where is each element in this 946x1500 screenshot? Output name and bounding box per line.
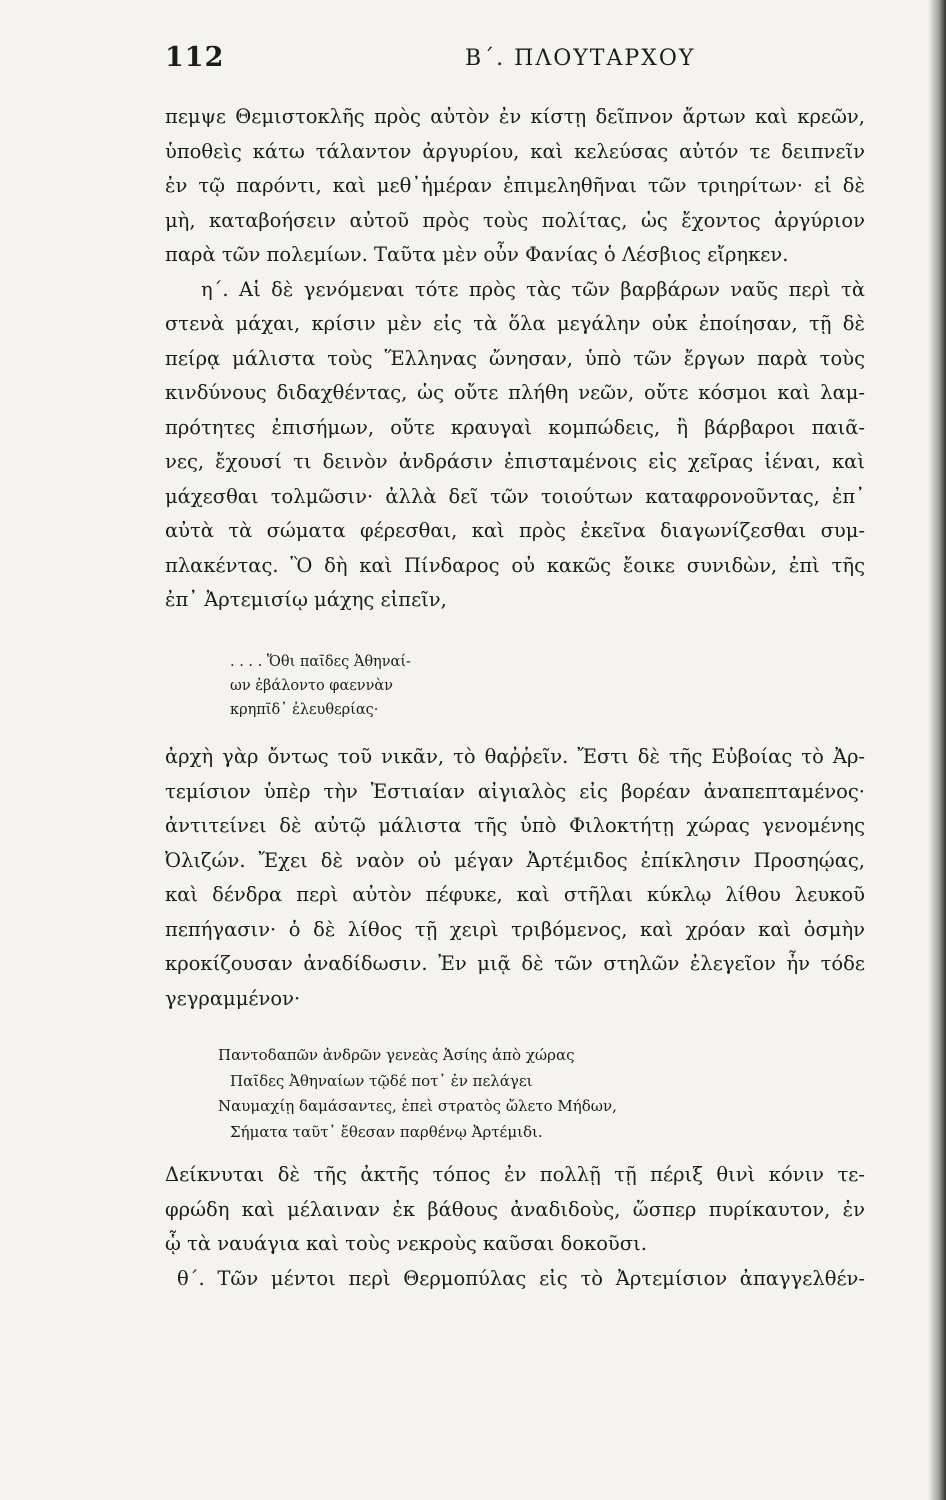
text-block-3 bbox=[165, 1158, 865, 1296]
text-line: πεμψε Θεμιστοκλῆς πρὸς αὐτὸν ἐν κίστῃ δεῖπνον ἄρτων καὶ κρεῶν, bbox=[165, 105, 865, 128]
text-line: κροκίζουσαν ἀναδίδωσιν. Ἐν μιᾷ δὲ τῶν στηλῶν ἐλεγεῖον ἦν τόδε bbox=[165, 952, 865, 975]
pindar-quotation bbox=[230, 650, 411, 722]
text-line: πλακέντας. Ὃ δὴ καὶ Πίνδαρος οὐ κακῶς ἔοικε συνιδὼν, ἐπὶ τῆς bbox=[165, 553, 865, 577]
text-line: Δείκνυται δὲ τῆς ἀκτῆς τόπος ἐν πολλῇ τῇ πέριξ θινὶ κόνιν τε- bbox=[165, 1163, 865, 1186]
text-line: αὐτὰ τὰ σώματα φέρεσθαι, καὶ πρὸς ἐκεῖνα διαγωνίζεσθαι συμ- bbox=[165, 519, 865, 542]
page-header bbox=[165, 42, 865, 82]
page-edge-shadow bbox=[928, 0, 946, 1500]
text-block-2 bbox=[165, 740, 865, 1016]
text-line: η΄. Αἱ δὲ γενόμεναι τότε πρὸς τὰς τῶν βαρβάρων ναῦς περὶ τὰ bbox=[201, 277, 865, 301]
page-number: 112 bbox=[165, 42, 225, 73]
text-line: ἀντιτείνει δὲ αὐτῷ μάλιστα τῆς ὑπὸ Φιλοκτήτῃ χώρας γενομένης bbox=[165, 814, 865, 837]
verse-line: Παντοδαπῶν ἀνδρῶν γενεὰς Ἀσίης ἀπὸ χώρας bbox=[218, 1046, 575, 1064]
text-line: ἐπ᾽ Ἀρτεμισίῳ μάχης εἰπεῖν, bbox=[165, 588, 447, 611]
text-line: παρὰ τῶν πολεμίων. Ταῦτα μὲν οὖν Φανίας ὁ Λέσβιος εἴρηκεν. bbox=[165, 243, 789, 266]
verse-line: . . . . Ὅθι παῖδες Ἀθηναί- bbox=[230, 654, 411, 670]
text-line: ἀρχὴ γὰρ ὄντως τοῦ νικᾶν, τὸ θαῤῥεῖν. Ἔστι δὲ τῆς Εὐβοίας τὸ Ἀρ- bbox=[165, 745, 865, 768]
text-line: στενὰ μάχαι, κρίσιν μὲν εἰς τὰ ὅλα μεγάλην οὐκ ἐποίησαν, τῇ δὲ bbox=[165, 312, 865, 335]
verse-line: Ναυμαχίῃ δαμάσαντες, ἐπεὶ στρατὸς ὤλετο Μήδων, bbox=[218, 1097, 617, 1115]
verse-line: Παῖδες Ἀθηναίων τῷδέ ποτ᾽ ἐν πελάγει bbox=[230, 1071, 533, 1090]
text-line: Ὀλιζών. Ἔχει δὲ ναὸν οὐ μέγαν Ἀρτέμιδος ἐπίκλησιν Προσηῴας, bbox=[165, 848, 865, 872]
text-line: νες, ἔχουσί τι δεινὸν ἀνδράσιν ἐπισταμένοις εἰς χεῖρας ἰέναι, καὶ bbox=[165, 450, 865, 473]
text-line: κινδύνους διδαχθέντας, ὡς οὔτε πλήθη νεῶν, οὔτε κόσμοι καὶ λαμ- bbox=[165, 381, 865, 404]
text-line: ἐν τῷ παρόντι, καὶ μεθ᾽ἡμέραν ἐπιμεληθῆναι τῶν τριηρίτων· εἰ δὲ bbox=[165, 174, 865, 197]
text-line: θ΄. Τῶν μέντοι περὶ Θερμοπύλας εἰς τὸ Ἀρτεμίσιον ἀπαγγελθέν- bbox=[177, 1266, 865, 1290]
text-line: ὑποθεὶς κάτω τάλαντον ἀργυρίου, καὶ κελεύσας αὐτόν τε δειπνεῖν bbox=[165, 139, 865, 163]
text-line: ᾧ τὰ ναυάγια καὶ τοὺς νεκροὺς καῦσαι δοκοῦσι. bbox=[165, 1232, 647, 1255]
text-line: φρώδη καὶ μέλαιναν ἐκ βάθους ἀναδιδοὺς, ὥσπερ πυρίκαυτον, ἐν bbox=[165, 1197, 865, 1221]
elegiac-inscription bbox=[218, 1043, 617, 1145]
text-line: πείρᾳ μάλιστα τοὺς Ἕλληνας ὤνησαν, ὑπὸ τῶν ἔργων παρὰ τοὺς bbox=[165, 346, 865, 370]
verse-line: ων ἐβάλοντο φαεννὰν bbox=[230, 678, 393, 694]
text-line: τεμίσιον ὑπὲρ τὴν Ἑστιαίαν αἰγιαλὸς εἰς βορέαν ἀναπεπταμένος· bbox=[165, 779, 865, 803]
verse-line: κρηπῖδ᾽ ἐλευθερίας· bbox=[230, 702, 379, 718]
text-line: μὴ, καταβοήσειν αὐτοῦ πρὸς τοὺς πολίτας, ὡς ἔχοντος ἀργύριον bbox=[165, 208, 865, 232]
running-head: Β΄. ΠΛΟΥΤΑΡΧΟΥ bbox=[465, 46, 696, 71]
main-text-block bbox=[165, 100, 865, 618]
text-line: πρότητες ἐπισήμων, οὔτε κραυγαὶ κομπώδεις, ἢ βάρβαροι παιᾶ- bbox=[165, 415, 865, 439]
text-line: πεπήγασιν· ὁ δὲ λίθος τῇ χειρὶ τριβόμενος, καὶ χρόαν καὶ ὀσμὴν bbox=[165, 917, 865, 941]
verse-line: Σήματα ταῦτ᾽ ἔθεσαν παρθένῳ Ἀρτέμιδι. bbox=[230, 1122, 543, 1141]
text-line: καὶ δένδρα περὶ αὐτὸν πέφυκε, καὶ στῆλαι κύκλῳ λίθου λευκοῦ bbox=[165, 883, 865, 906]
text-line: μάχεσθαι τολμῶσιν· ἀλλὰ δεῖ τῶν τοιούτων καταφρονοῦντας, ἐπ᾽ bbox=[165, 484, 865, 508]
text-line: γεγραμμένον· bbox=[165, 986, 301, 1010]
